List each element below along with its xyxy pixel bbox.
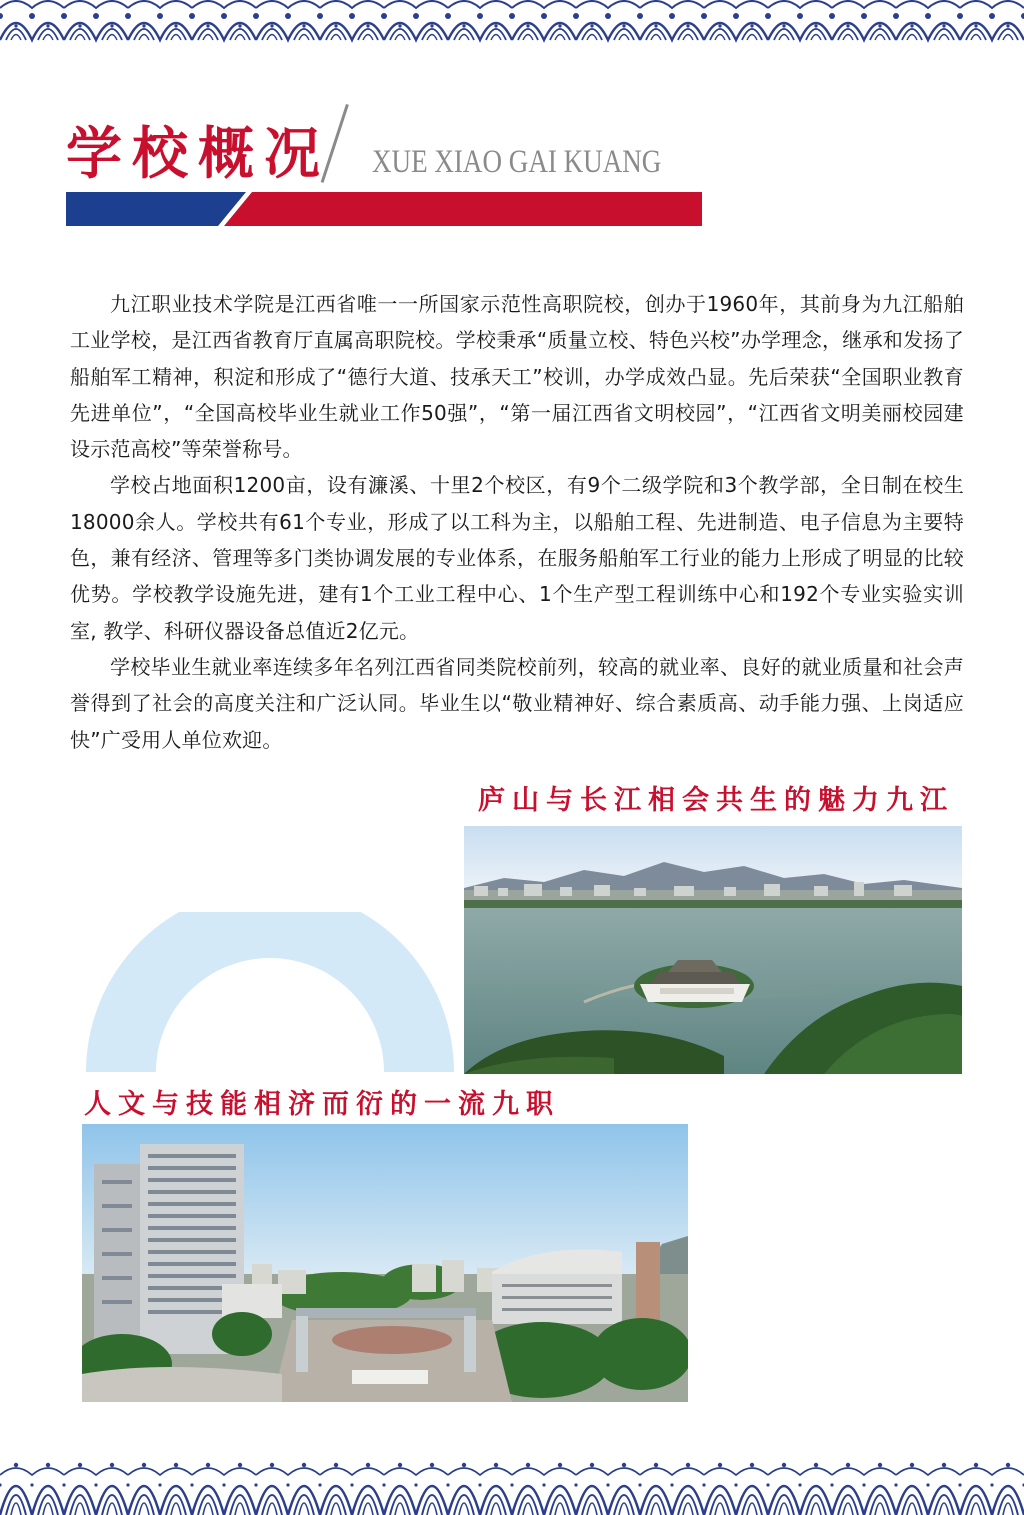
photo-campus bbox=[82, 1124, 688, 1402]
page-title: 学校概况 bbox=[66, 121, 330, 187]
wave-pattern-icon bbox=[0, 0, 1024, 50]
top-wave-border bbox=[0, 0, 1024, 50]
intro-paragraph-3: 学校毕业生就业率连续多年名列江西省同类院校前列，较高的就业率、良好的就业质量和社会声誉得到了社会的高度关注和广泛认同。毕业生以“敬业精神好、综合素质高、动手能力强、上岗适应快”广受用人单位欢迎。 bbox=[70, 654, 964, 752]
caption-jiujiang: 庐山与长江相会共生的魅力九江 bbox=[478, 785, 954, 816]
intro-paragraph-1: 九江职业技术学院是江西省唯一一所国家示范性高职院校，创办于1960年，其前身为九江船舶工业学校，是江西省教育厅直属高职院校。学校秉承“质量立校、特色兴校”办学理念，继承和发扬了船舶军工精神，积淀和形成了“德行大道、技承天工”校训，办学成效凸显。先后荣获“全国职业教育先进单位”，“全国高校毕业生就业工作50强”，“第一届江西省文明校园”，“江西省文明美丽校园建设示范高校”等荣誉称号。 bbox=[70, 292, 964, 462]
arc-decoration bbox=[80, 912, 460, 1072]
page-title-pinyin: XUE XIAO GAI KUANG bbox=[372, 144, 662, 180]
caption-campus: 人文与技能相济而衍的一流九职 bbox=[84, 1089, 560, 1120]
bottom-wave-border bbox=[0, 1435, 1024, 1515]
intro-paragraph-2: 学校占地面积1200亩，设有濂溪、十里2个校区，有9个二级学院和3个教学部，全日制在校生18000余人。学校共有61个专业，形成了以工科为主，以船舶工程、先进制造、电子信息为主要特色，兼有经济、管理等多门类协调发展的专业体系，在服务船舶军工行业的能力上形成了明显的比较优势。学校教学设施先进，建有1个工业工程中心、1个生产型工程训练中心和192个专业实验实训室, 教学、科研仪器设备总值近2亿元。 bbox=[70, 473, 964, 643]
wave-pattern-icon bbox=[0, 1435, 1024, 1515]
photo-jiujiang-lake bbox=[464, 826, 962, 1074]
intro-section bbox=[70, 286, 964, 758]
header-stripe-bar bbox=[66, 192, 702, 226]
